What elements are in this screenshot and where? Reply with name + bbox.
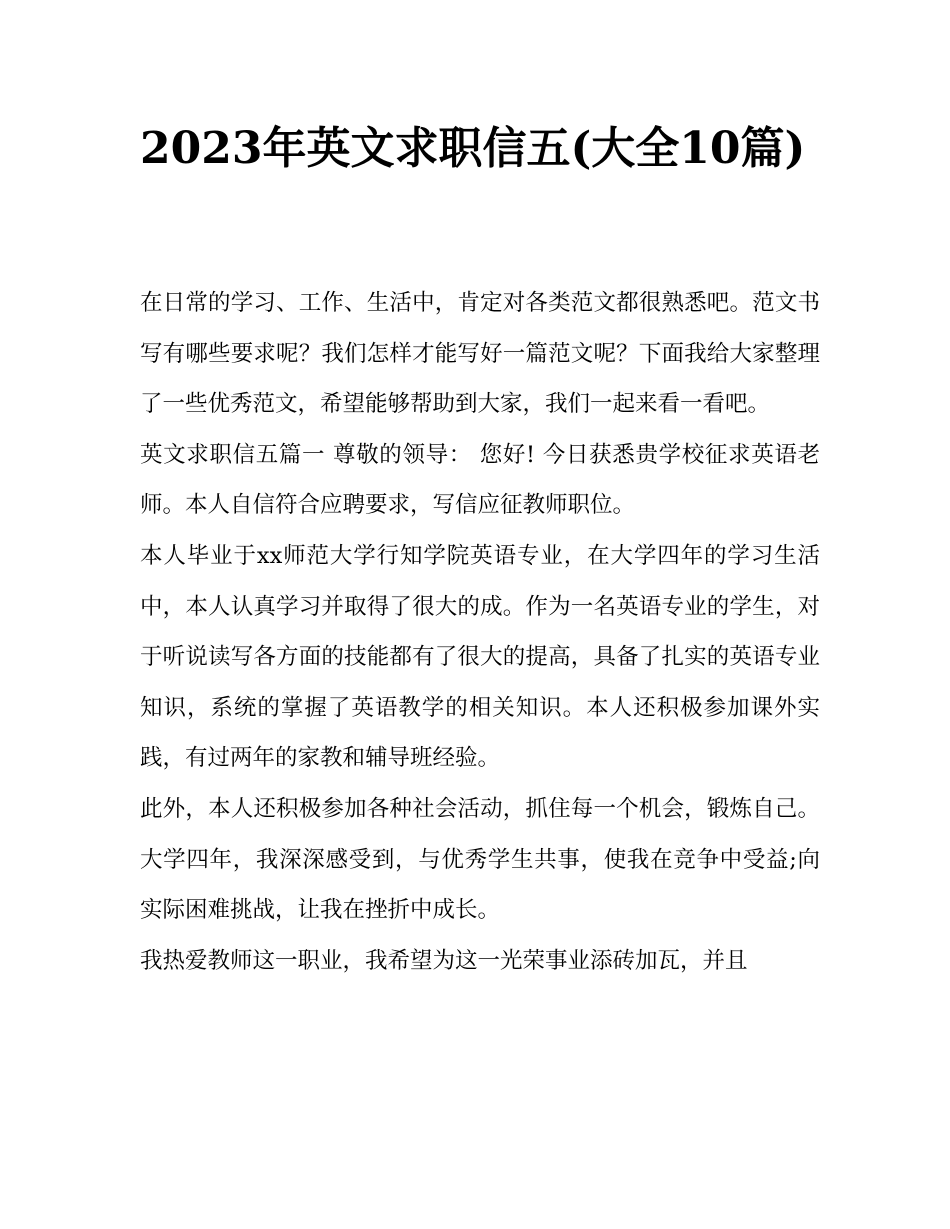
paragraph-intro: 在日常的学习、工作、生活中，肯定对各类范文都很熟悉吧。范文书写有哪些要求呢？我们怎样才能写好一篇范文呢？下面我给大家整理了一些优秀范文，希望能够帮助到大家，我们一起来看一看吧。 bbox=[140, 290, 820, 418]
document-title: 2023年英文求职信五(大全10篇) bbox=[140, 123, 806, 174]
paragraph-activities: 此外，本人还积极参加各种社会活动，抓住每一个机会，锻炼自己。大学四年，我深深感受到，与优秀学生共事，使我在竞争中受益;向实际困难挑战，让我在挫折中成长。 bbox=[140, 795, 820, 924]
document-body bbox=[140, 278, 820, 986]
paragraph-education: 本人毕业于xx师范大学行知学院英语专业，在大学四年的学习生活中，本人认真学习并取得了很大的成。作为一名英语专业的学生，对于听说读写各方面的技能都有了很大的提高，具备了扎实的英语专业知识，系统的掌握了英语教学的相关知识。本人还积极参加课外实践，有过两年的家教和辅导班经验。 bbox=[140, 542, 820, 772]
paragraph-aspiration: 我热爱教师这一职业，我希望为这一光荣事业添砖加瓦，并且 bbox=[140, 947, 748, 974]
paragraph-greeting: 英文求职信五篇一 尊敬的领导： 您好! 今日获悉贵学校征求英语老师。本人自信符合应聘要求，写信应征教师职位。 bbox=[140, 441, 820, 519]
